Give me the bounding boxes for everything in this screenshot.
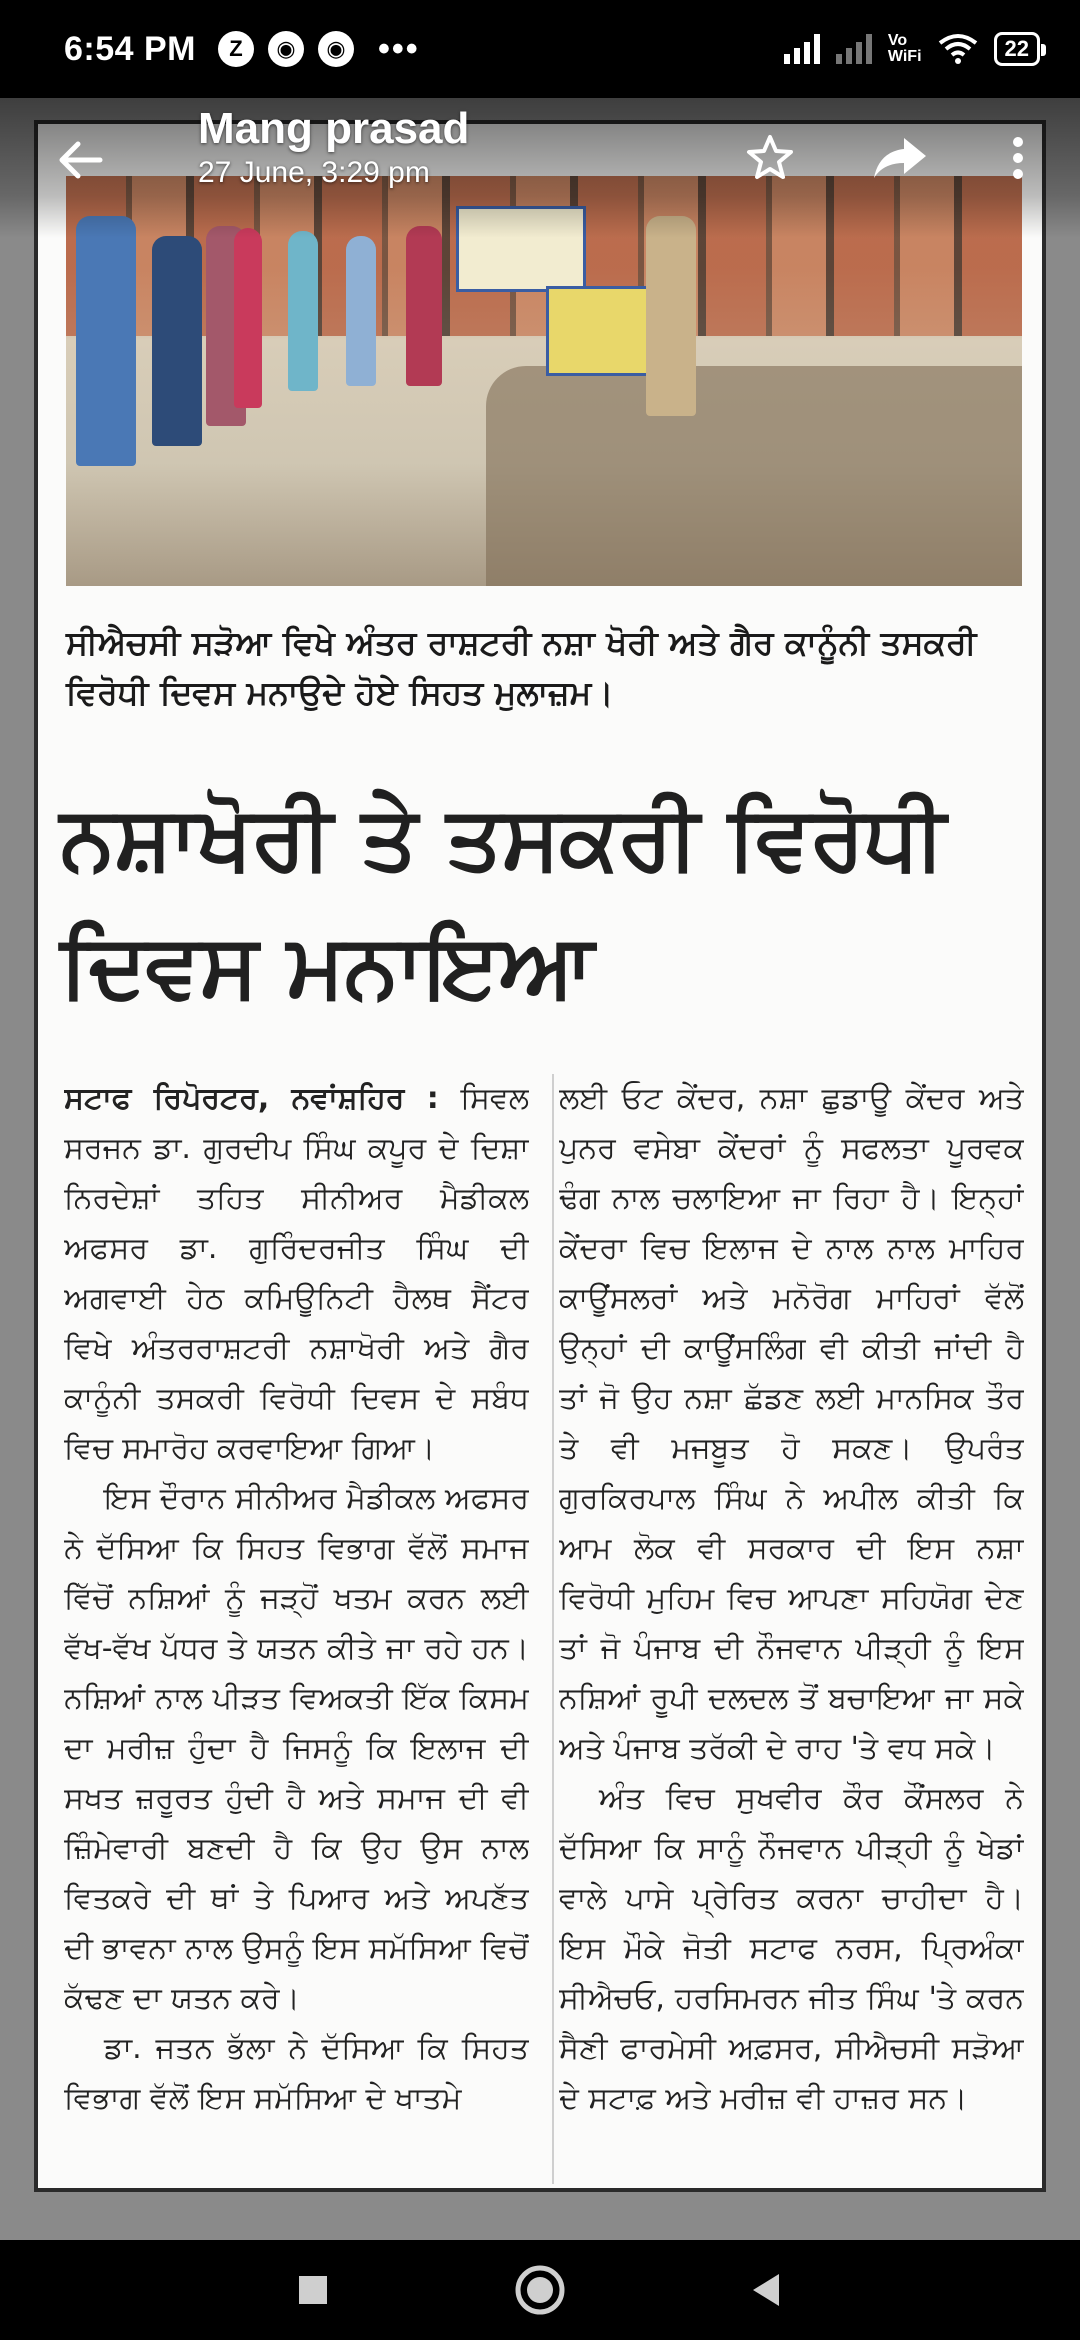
chrome-notification-icon: ◉ (268, 31, 304, 67)
notification-app-icon: Z (218, 31, 254, 67)
article-column-1 (64, 1074, 529, 2184)
wifi-icon (938, 33, 978, 65)
home-button[interactable] (500, 2250, 580, 2330)
paragraph: ਸਟਾਫ ਰਿਪੋਰਟਰ, ਨਵਾਂਸ਼ਹਿਰ : ਸਿਵਲ ਸਰਜਨ ਡਾ. ਗੁਰਦੀਪ ਸਿੰਘ ਕਪੂਰ ਦੇ ਦਿਸ਼ਾ ਨਿਰਦੇਸ਼ਾਂ ਤਹਿਤ ਸੀਨੀਅਰ ਮੈਡੀਕਲ ਅਫਸਰ ਡਾ. ਗੁਰਿੰਦਰਜੀਤ ਸਿੰਘ ਦੀ ਅਗਵਾਈ ਹੇਠ ਕਮਿਊਨਿਟੀ ਹੈਲਥ ਸੈਂਟਰ ਵਿਖੇ ਅੰਤਰਰਾਸ਼ਟਰੀ ਨਸ਼ਾਖੋਰੀ ਅਤੇ ਗੈਰ ਕਾਨੂੰਨੀ ਤਸਕਰੀ ਵਿਰੋਧੀ ਦਿਵਸ ਦੇ ਸਬੰਧ ਵਿਚ ਸਮਾਰੋਹ ਕਰਵਾਇਆ ਗਿਆ। (64, 1081, 529, 1466)
vowifi-icon: Vo WiFi (887, 32, 922, 65)
back-arrow-icon (56, 136, 104, 184)
back-triangle-icon (747, 2270, 787, 2310)
battery-icon (994, 32, 1040, 66)
more-vert-icon (1010, 134, 1026, 182)
article-column-2 (559, 1074, 1024, 2184)
star-icon (745, 133, 795, 183)
more-notifications-icon: ••• (378, 29, 420, 68)
forward-button[interactable] (868, 126, 932, 190)
paragraph: ਡਾ. ਜਤਨ ਭੱਲਾ ਨੇ ਦੱਸਿਆ ਕਿ ਸਿਹਤ ਵਿਭਾਗ ਵੱਲੋਂ ਇਸ ਸਮੱਸਿਆ ਦੇ ਖਾਤਮੇ (64, 2031, 529, 2116)
more-options-button[interactable] (986, 126, 1050, 190)
viewer-toolbar (0, 98, 1080, 238)
signal-strength-icon-2 (836, 34, 872, 64)
paragraph: ਲਈ ਓਟ ਕੇਂਦਰ, ਨਸ਼ਾ ਛੁਡਾਊ ਕੇਂਦਰ ਅਤੇ ਪੁਨਰ ਵਸੇਬਾ ਕੇਂਦਰਾਂ ਨੂੰ ਸਫਲਤਾ ਪੂਰਵਕ ਢੰਗ ਨਾਲ ਚਲਾਇਆ ਜਾ ਰਿਹਾ ਹੈ। ਇਨ੍ਹਾਂ ਕੇਂਦਰਾ ਵਿਚ ਇਲਾਜ ਦੇ ਨਾਲ ਨਾਲ ਮਾਹਿਰ ਕਾਊਂਸਲਰਾਂ ਅਤੇ ਮਨੋਰੋਗ ਮਾਹਿਰਾਂ ਵੱਲੋਂ ਉਨ੍ਹਾਂ ਦੀ ਕਾਊਂਸਲਿੰਗ ਵੀ ਕੀਤੀ ਜਾਂਦੀ ਹੈ ਤਾਂ ਜੋ ਉਹ ਨਸ਼ਾ ਛੱਡਣ ਲਈ ਮਾਨਸਿਕ ਤੌਰ ਤੇ ਵੀ ਮਜਬੂਤ ਹੋ ਸਕਣ। ਉਪਰੰਤ ਗੁਰਕਿਰਪਾਲ ਸਿੰਘ ਨੇ ਅਪੀਲ ਕੀਤੀ ਕਿ ਆਮ ਲੋਕ ਵੀ ਸਰਕਾਰ ਦੀ ਇਸ ਨਸ਼ਾ ਵਿਰੋਧੀ ਮੁਹਿਮ ਵਿਚ ਆਪਣਾ ਸਹਿਯੋਗ ਦੇਣ ਤਾਂ ਜੋ ਪੰਜਾਬ ਦੀ ਨੌਜਵਾਨ ਪੀੜ੍ਹੀ ਨੂੰ ਇਸ ਨਸ਼ਿਆਂ ਰੂਪੀ ਦਲਦਲ ਤੋਂ ਬਚਾਇਆ ਜਾ ਸਕੇ ਅਤੇ ਪੰਜਾਬ ਤਰੱਕੀ ਦੇ ਰਾਹ 'ਤੇ ਵਧ ਸਕੇ। (559, 1081, 1024, 1766)
title-block (198, 104, 469, 190)
sender-name: Mang prasad (198, 104, 470, 153)
byline: ਸਟਾਫ ਰਿਪੋਰਟਰ, ਨਵਾਂਸ਼ਹਿਰ : (64, 1081, 439, 1116)
status-time: 6:54 PM (64, 29, 196, 68)
back-button[interactable] (48, 128, 112, 192)
newspaper-clipping (34, 120, 1046, 2192)
paragraph: ਇਸ ਦੌਰਾਨ ਸੀਨੀਅਰ ਮੈਡੀਕਲ ਅਫਸਰ ਨੇ ਦੱਸਿਆ ਕਿ ਸਿਹਤ ਵਿਭਾਗ ਵੱਲੋਂ ਸਮਾਜ ਵਿੱਚੋਂ ਨਸ਼ਿਆਂ ਨੂੰ ਜੜ੍ਹੋਂ ਖਤਮ ਕਰਨ ਲਈ ਵੱਖ-ਵੱਖ ਪੱਧਰ ਤੇ ਯਤਨ ਕੀਤੇ ਜਾ ਰਹੇ ਹਨ। ਨਸ਼ਿਆਂ ਨਾਲ ਪੀੜਤ ਵਿਅਕਤੀ ਇੱਕ ਕਿਸਮ ਦਾ ਮਰੀਜ਼ ਹੁੰਦਾ ਹੈ ਜਿਸਨੂੰ ਕਿ ਇਲਾਜ ਦੀ ਸਖਤ ਜ਼ਰੂਰਤ ਹੁੰਦੀ ਹੈ ਅਤੇ ਸਮਾਜ ਦੀ ਵੀ ਜ਼ਿੰਮੇਵਾਰੀ ਬਣਦੀ ਹੈ ਕਿ ਉਹ ਉਸ ਨਾਲ ਵਿਤਕਰੇ ਦੀ ਥਾਂ ਤੇ ਪਿਆਰ ਅਤੇ ਅਪਣੱਤ ਦੀ ਭਾਵਨਾ ਨਾਲ ਉਸਨੂੰ ਇਸ ਸਮੱਸਿਆ ਵਿਚੋਂ ਕੱਢਣ ਦਾ ਯਤਨ ਕਰੇ। (64, 1481, 529, 2016)
recents-square-icon (296, 2273, 330, 2307)
battery-level: 22 (1004, 36, 1029, 61)
status-bar (0, 0, 1080, 98)
paragraph: ਅੰਤ ਵਿਚ ਸੁਖਵੀਰ ਕੌਰ ਕੌਂਸਲਰ ਨੇ ਦੱਸਿਆ ਕਿ ਸਾਨੂੰ ਨੌਜਵਾਨ ਪੀੜ੍ਹੀ ਨੂੰ ਖੇਡਾਂ ਵਾਲੇ ਪਾਸੇ ਪ੍ਰੇਰਿਤ ਕਰਨਾ ਚਾਹੀਦਾ ਹੈ। ਇਸ ਮੌਕੇ ਜੋਤੀ ਸਟਾਫ ਨਰਸ, ਪ੍ਰਿਅੰਕਾ ਸੀਐਚਓ, ਹਰਸਿਮਰਨ ਜੀਤ ਸਿੰਘ 'ਤੇ ਕਰਨ ਸੈਣੀ ਫਾਰਮੇਸੀ ਅਫ਼ਸਰ, ਸੀਐਚਸੀ ਸੜੋਆ ਦੇ ਸਟਾਫ਼ ਅਤੇ ਮਰੀਜ਼ ਵੀ ਹਾਜ਼ਰ ਸਨ। (559, 1781, 1024, 2116)
chrome-notification-icon: ◉ (318, 31, 354, 67)
article-headline: ਨਸ਼ਾਖੋਰੀ ਤੇ ਤਸਕਰੀ ਵਿਰੋਧੀ ਦਿਵਸ ਮਨਾਇਆ (60, 786, 945, 1017)
back-nav-button[interactable] (727, 2250, 807, 2330)
article-body (64, 1074, 1024, 2184)
status-right (784, 32, 1040, 66)
star-button[interactable] (738, 126, 802, 190)
image-viewer[interactable] (0, 98, 1080, 2240)
column-divider (552, 1074, 554, 2184)
sent-timestamp: 27 June, 3:29 pm (198, 156, 430, 189)
recents-button[interactable] (273, 2250, 353, 2330)
signal-strength-icon (784, 34, 820, 64)
share-icon (872, 134, 928, 182)
navigation-bar (0, 2240, 1080, 2340)
notification-icons (218, 30, 420, 69)
photo-caption: ਸੀਐਚਸੀ ਸੜੋਆ ਵਿਖੇ ਅੰਤਰ ਰਾਸ਼ਟਰੀ ਨਸ਼ਾ ਖੋਰੀ ਅਤੇ ਗੈਰ ਕਾਨੂੰਨੀ ਤਸਕਰੀ ਵਿਰੋਧੀ ਦਿਵਸ ਮਨਾਉਦੇ ਹੋਏ ਸਿਹਤ ਮੁਲਾਜ਼ਮ। (66, 623, 977, 712)
home-circle-icon (512, 2262, 568, 2318)
